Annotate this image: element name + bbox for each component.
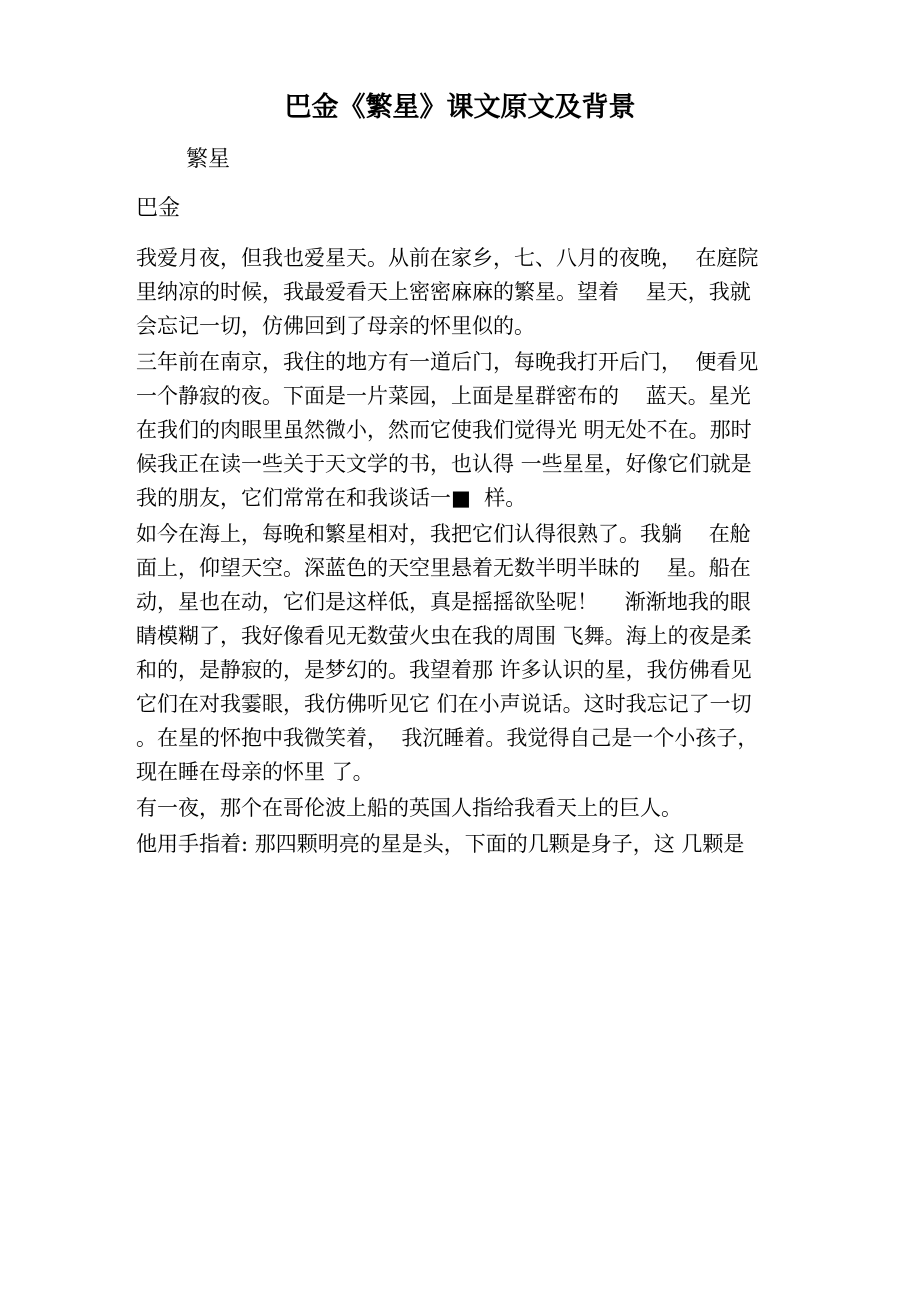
author-name: 巴金 <box>136 196 181 221</box>
paragraph <box>136 241 796 343</box>
document-title: 巴金《繁星》课文原文及背景 <box>284 92 636 123</box>
paragraph <box>136 827 796 861</box>
text-line: 面上，仰望天空。深蓝色的天空里悬着无数半明半昧的 星。船在 <box>136 556 751 580</box>
text-line: 我的朋友，它们常常在和我谈话一■ 样。 <box>136 486 527 510</box>
text-line: 我爱月夜，但我也爱星天。从前在家乡，七、八月的夜晚， 在庭院 <box>136 246 759 270</box>
text-line: 他用手指着: 那四颗明亮的星是头，下面的几颗是身子，这 几颗是 <box>136 832 745 856</box>
paragraph <box>136 517 796 789</box>
text-line: 现在睡在母亲的怀里 了。 <box>136 760 374 784</box>
text-line: 睛模糊了，我好像看见无数萤火虫在我的周围 飞舞。海上的夜是柔 <box>136 624 752 648</box>
text-line: 。在星的怀抱中我微笑着， 我沉睡着。我觉得自己是一个小孩子， <box>136 726 759 750</box>
text-line: 在我们的肉眼里虽然微小，然而它使我们觉得光 明无处不在。那时 <box>136 418 752 442</box>
paragraph <box>136 345 796 515</box>
text-line: 有一夜，那个在哥伦波上船的英国人指给我看天上的巨人。 <box>136 796 682 820</box>
paragraph <box>136 791 796 825</box>
text-line: 它们在对我霎眼，我仿佛听见它 们在小声说话。这时我忘记了一切 <box>136 692 752 716</box>
text-line: 和的，是静寂的，是梦幻的。我望着那 许多认识的星，我仿佛看见 <box>136 658 752 682</box>
text-line: 里纳凉的时候，我最爱看天上密密麻麻的繁星。望着 星天，我就 <box>136 280 751 304</box>
body-text <box>136 241 796 863</box>
text-line: 候我正在读一些关于天文学的书，也认得 一些星星，好像它们就是 <box>136 452 752 476</box>
text-line: 一个静寂的夜。下面是一片菜园，上面是星群密布的 蓝天。星光 <box>136 384 751 408</box>
text-line: 三年前在南京，我住的地方有一道后门，每晚我打开后门， 便看见 <box>136 350 759 374</box>
document-subtitle: 繁星 <box>186 147 231 172</box>
text-line: 动，星也在动，它们是这样低，真是摇摇欲坠呢！ 渐渐地我的眼 <box>136 590 751 614</box>
text-line: 会忘记一切，仿佛回到了母亲的怀里似的。 <box>136 314 535 338</box>
text-line: 如今在海上，每晚和繁星相对，我把它们认得很熟了。我躺 在舱 <box>136 522 751 546</box>
